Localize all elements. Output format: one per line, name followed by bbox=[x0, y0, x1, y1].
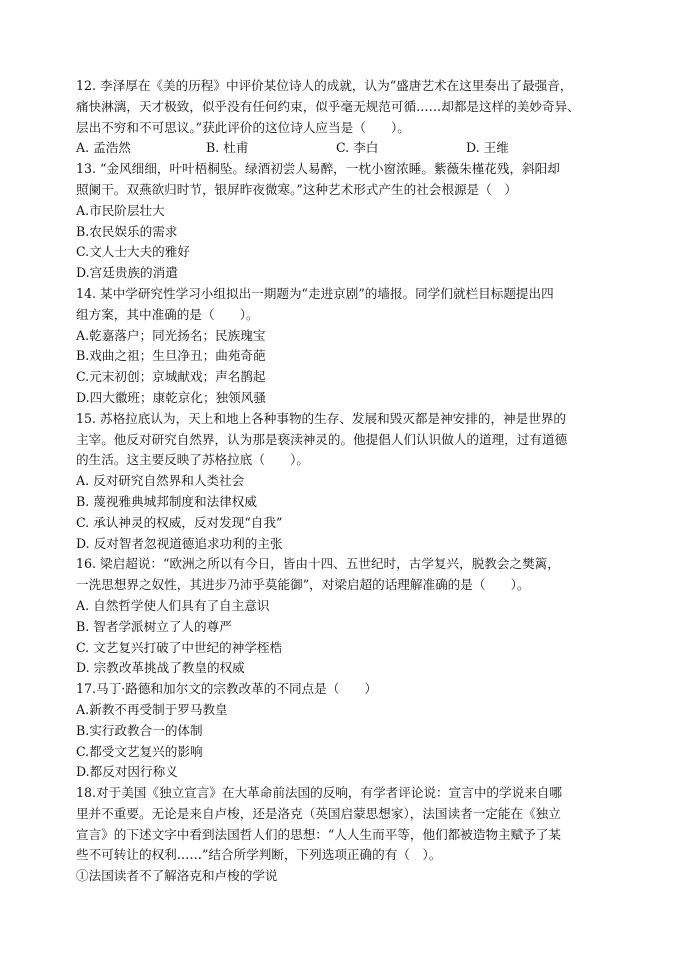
option-c: C.都受文艺复兴的影响 bbox=[76, 743, 203, 759]
question-14 bbox=[76, 284, 624, 409]
question-text-line: 17.马丁·路德和加尔文的宗教改革的不同点是（ ） bbox=[76, 681, 378, 697]
option-d: D.都反对因行称义 bbox=[76, 764, 178, 780]
question-16 bbox=[76, 554, 624, 679]
option-a: A.乾嘉落户；同光扬名；民族瑰宝 bbox=[76, 327, 266, 343]
option-c: C.文人士大夫的雅好 bbox=[76, 244, 190, 260]
option-d: D.宫廷贵族的消遣 bbox=[76, 265, 178, 281]
question-12 bbox=[76, 76, 624, 159]
question-17 bbox=[76, 679, 624, 783]
option-d: D. 王维 bbox=[466, 140, 509, 156]
question-text-line: 13. “金风细细，叶叶梧桐坠。绿酒初尝人易醉，一枕小窗浓睡。紫薇朱槿花残，斜阳却 bbox=[76, 161, 560, 177]
question-text-line: 组方案，其中准确的是（ ）。 bbox=[76, 306, 259, 322]
question-text-line: 照阑干。双燕欲归时节，银屏昨夜微寒。”这种艺术形式产生的社会根源是（ ） bbox=[76, 181, 517, 197]
question-text-line: 些不可转让的权利……”结合所学判断，下列选项正确的有（ ）。 bbox=[76, 847, 442, 863]
option-a: A. 反对研究自然界和人类社会 bbox=[76, 473, 245, 489]
question-18 bbox=[76, 783, 624, 887]
question-text-line: 里并不重要。无论是来自卢梭，还是洛克（英国启蒙思想家），法国读者一定能在《独立 bbox=[76, 805, 561, 821]
option-b: B. 蔑视雅典城邦制度和法律权威 bbox=[76, 493, 257, 509]
option-a: A. 自然哲学使人们具有了自主意识 bbox=[76, 597, 270, 613]
option-d: D. 反对智者忽视道德追求功利的主张 bbox=[76, 535, 283, 551]
question-13 bbox=[76, 159, 624, 284]
option-c: C. 文艺复兴打破了中世纪的神学桎梏 bbox=[76, 639, 283, 655]
question-15 bbox=[76, 409, 624, 555]
option-c: C.元末初创；京城献戏；声名鹊起 bbox=[76, 369, 266, 385]
option-d: D.四大徽班；康乾京化；独领风骚 bbox=[76, 389, 266, 405]
question-text-line: 14. 某中学研究性学习小组拟出一期题为“走进京剧”的墙报。同学们就栏目标题提出四 bbox=[76, 285, 554, 301]
question-text-line: 18.对于美国《独立宣言》在大革命前法国的反响，有学者评论说：宣言中的学说来自哪 bbox=[76, 785, 562, 801]
question-text-line: 的生活。这主要反映了苏格拉底（ ）。 bbox=[76, 452, 309, 468]
options-row bbox=[76, 138, 624, 159]
option-b: B. 智者学派树立了人的尊严 bbox=[76, 618, 232, 634]
option-b: B.农民娱乐的需求 bbox=[76, 223, 178, 239]
option-d: D. 宗教改革挑战了教皇的权威 bbox=[76, 660, 245, 676]
exam-page bbox=[76, 76, 624, 887]
question-text-line: 16. 梁启超说：“欧洲之所以有今日，皆由十四、五世纪时，古学复兴，脱教会之樊篱， bbox=[76, 556, 560, 572]
question-text-line: 15. 苏格拉底认为，天上和地上各种事物的生存、发展和毁灭都是神安排的，神是世界的 bbox=[76, 410, 567, 426]
question-text-line: 痛快淋漓，天才极致，似乎没有任何约束，似乎毫无规范可循……却都是这样的美妙奇异、 bbox=[76, 98, 580, 114]
option-a: A.市民阶层壮大 bbox=[76, 202, 165, 218]
option-b: B.戏曲之祖；生旦净丑；曲苑奇葩 bbox=[76, 348, 266, 364]
question-text-line: 12. 李泽厚在《美的历程》中评价某位诗人的成就，认为“盛唐艺术在这里奏出了最强音， bbox=[76, 78, 573, 93]
option-c: C. 承认神灵的权威，反对发现“自我” bbox=[76, 514, 283, 530]
option-b: B. 杜甫 bbox=[206, 140, 249, 156]
option-a: A. 孟浩然 bbox=[76, 140, 131, 156]
question-text-line: 一洗思想界之奴性，其进步乃沛乎莫能御”，对梁启超的话理解准确的是（ ）。 bbox=[76, 577, 530, 593]
question-text-line: 主宰。他反对研究自然界，认为那是亵渎神灵的。他提倡人们认识做人的道理，过有道德 bbox=[76, 431, 568, 447]
statement-1: ①法国读者不了解洛克和卢梭的学说 bbox=[76, 868, 278, 884]
option-c: C. 李白 bbox=[336, 140, 379, 156]
option-b: B.实行政教合一的体制 bbox=[76, 722, 203, 738]
question-text-line: 层出不穷和不可思议。”获此评价的这位诗人应当是（ ）。 bbox=[76, 119, 410, 135]
question-text-line: 宣言》的下述文字中看到法国哲人们的思想：“人人生而平等，他们都被造物主赋予了某 bbox=[76, 826, 562, 842]
option-a: A.新教不再受制于罗马教皇 bbox=[76, 701, 228, 717]
